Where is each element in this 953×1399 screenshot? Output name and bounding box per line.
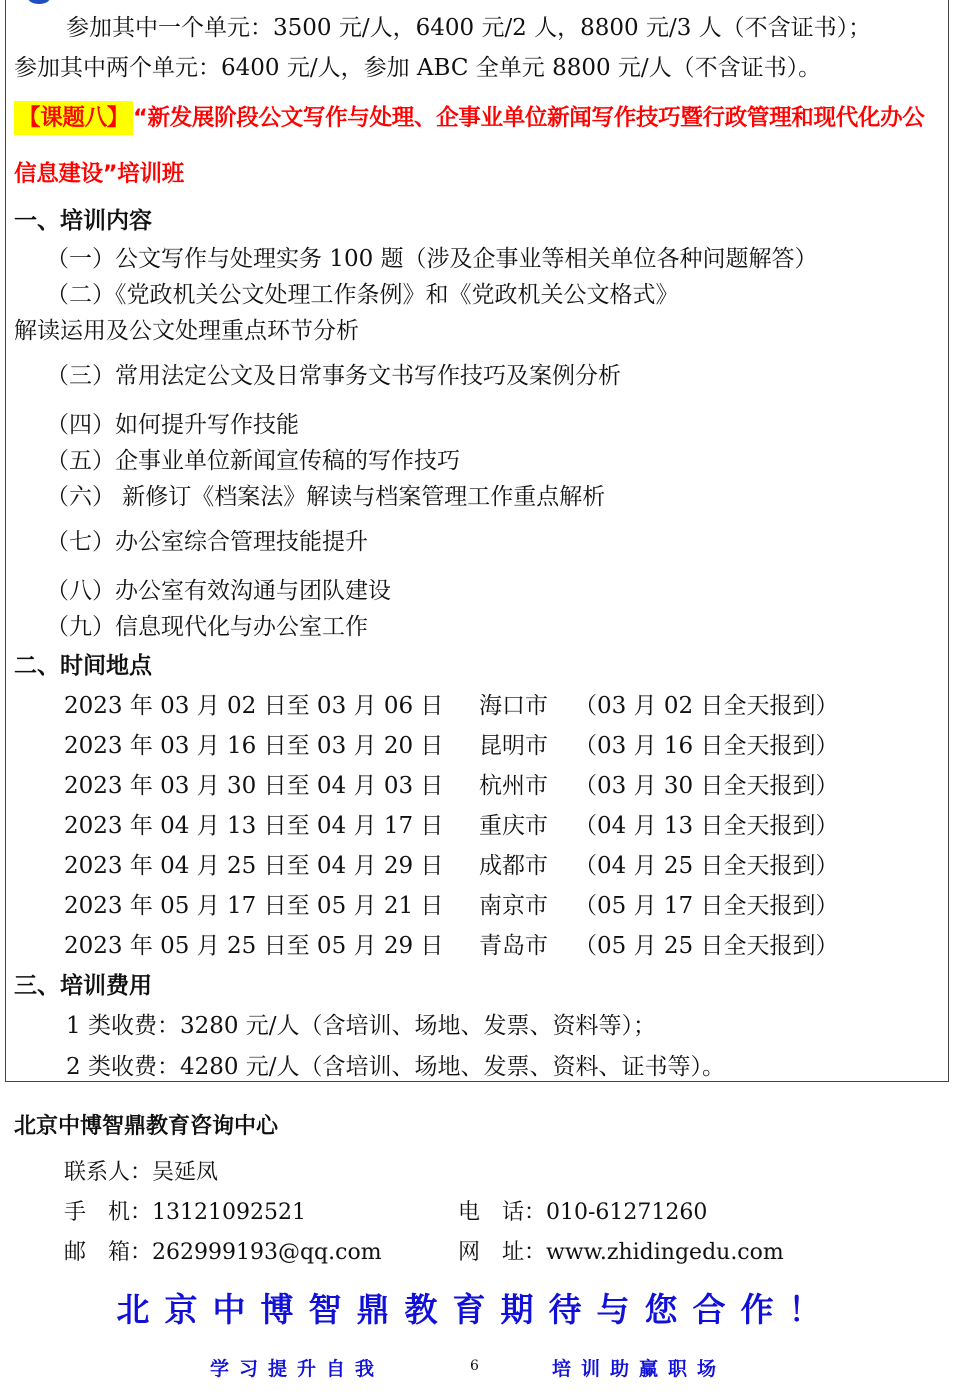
- schedule-dates: 2023 年 04 月 13 日至 04 月 17 日: [64, 813, 444, 839]
- contact-mobile: 手 机：13121092521: [64, 1200, 306, 1225]
- schedule-city: 昆明市: [479, 733, 548, 759]
- contact-website: 网 址：www.zhidingedu.com: [458, 1240, 784, 1265]
- contact-email: 邮 箱：262999193@qq.com: [64, 1240, 382, 1265]
- schedule-dates: 2023 年 05 月 17 日至 05 月 21 日: [64, 893, 444, 919]
- contact-person: 联系人：吴延凤: [64, 1160, 219, 1185]
- schedule-registration: （05 月 17 日全天报到）: [574, 893, 839, 919]
- slogan: 北京中博智鼎教育期待与您合作！: [116, 1290, 837, 1329]
- footer-left-text: 学习提升自我: [210, 1358, 385, 1380]
- organization-name: 北京中博智鼎教育咨询中心: [14, 1114, 279, 1139]
- content-item-6: （六） 新修订《档案法》解读与档案管理工作重点解析: [46, 484, 606, 510]
- schedule-registration: （03 月 30 日全天报到）: [574, 773, 839, 799]
- schedule-registration: （03 月 16 日全天报到）: [574, 733, 839, 759]
- content-item-2-cont: 解读运用及公文处理重点环节分析: [14, 318, 359, 344]
- schedule-registration: （05 月 25 日全天报到）: [574, 933, 839, 959]
- section-heading-fees: 三、培训费用: [14, 973, 152, 999]
- fee-line-1: 1 类收费：3280 元/人（含培训、场地、发票、资料等）；: [66, 1013, 657, 1039]
- topic-badge: 【课题八】: [14, 101, 133, 135]
- schedule-dates: 2023 年 04 月 25 日至 04 月 29 日: [64, 853, 444, 879]
- content-item-2: （二）《党政机关公文处理工作条例》和《党政机关公文格式》: [46, 282, 679, 308]
- schedule-city: 青岛市: [479, 933, 548, 959]
- topic-title: [14, 90, 944, 202]
- schedule-dates: 2023 年 03 月 02 日至 03 月 06 日: [64, 693, 444, 719]
- schedule-city: 杭州市: [479, 773, 548, 799]
- schedule-registration: （03 月 02 日全天报到）: [574, 693, 839, 719]
- content-item-4: （四）如何提升写作技能: [46, 412, 299, 438]
- section-heading-schedule: 二、时间地点: [14, 653, 152, 679]
- schedule-dates: 2023 年 05 月 25 日至 05 月 29 日: [64, 933, 444, 959]
- schedule-dates: 2023 年 03 月 30 日至 04 月 03 日: [64, 773, 444, 799]
- pricing-line-2: 参加其中两个单元：6400 元/人，参加 ABC 全单元 8800 元/人（不含证书）。: [14, 55, 822, 81]
- contact-phone: 电 话：010-61271260: [458, 1200, 708, 1225]
- topic-title-text: “新发展阶段公文写作与处理、企事业单位新闻写作技巧暨行政管理和现代化办公信息建设”培训班: [14, 105, 925, 187]
- footer-right-text: 培训助赢职场: [552, 1358, 727, 1380]
- content-item-8: （八）办公室有效沟通与团队建设: [46, 578, 391, 604]
- schedule-city: 海口市: [479, 693, 548, 719]
- section-heading-content: 一、培训内容: [14, 208, 152, 234]
- content-item-1: （一）公文写作与处理实务 100 题（涉及企事业等相关单位各种问题解答）: [46, 246, 818, 272]
- schedule-dates: 2023 年 03 月 16 日至 03 月 20 日: [64, 733, 444, 759]
- schedule-city: 成都市: [479, 853, 548, 879]
- schedule-registration: （04 月 25 日全天报到）: [574, 853, 839, 879]
- schedule-registration: （04 月 13 日全天报到）: [574, 813, 839, 839]
- pricing-line-1: 参加其中一个单元：3500 元/人，6400 元/2 人，8800 元/3 人（不含证书）；: [66, 15, 872, 41]
- schedule-city: 南京市: [479, 893, 548, 919]
- content-item-3: （三）常用法定公文及日常事务文书写作技巧及案例分析: [46, 363, 621, 389]
- content-item-7: （七）办公室综合管理技能提升: [46, 529, 368, 555]
- content-item-5: （五）企事业单位新闻宣传稿的写作技巧: [46, 448, 460, 474]
- page-number: 6: [470, 1358, 479, 1374]
- fee-line-2: 2 类收费：4280 元/人（含培训、场地、发票、资料、证书等）。: [66, 1054, 726, 1080]
- schedule-city: 重庆市: [479, 813, 548, 839]
- content-item-9: （九）信息现代化与办公室工作: [46, 614, 368, 640]
